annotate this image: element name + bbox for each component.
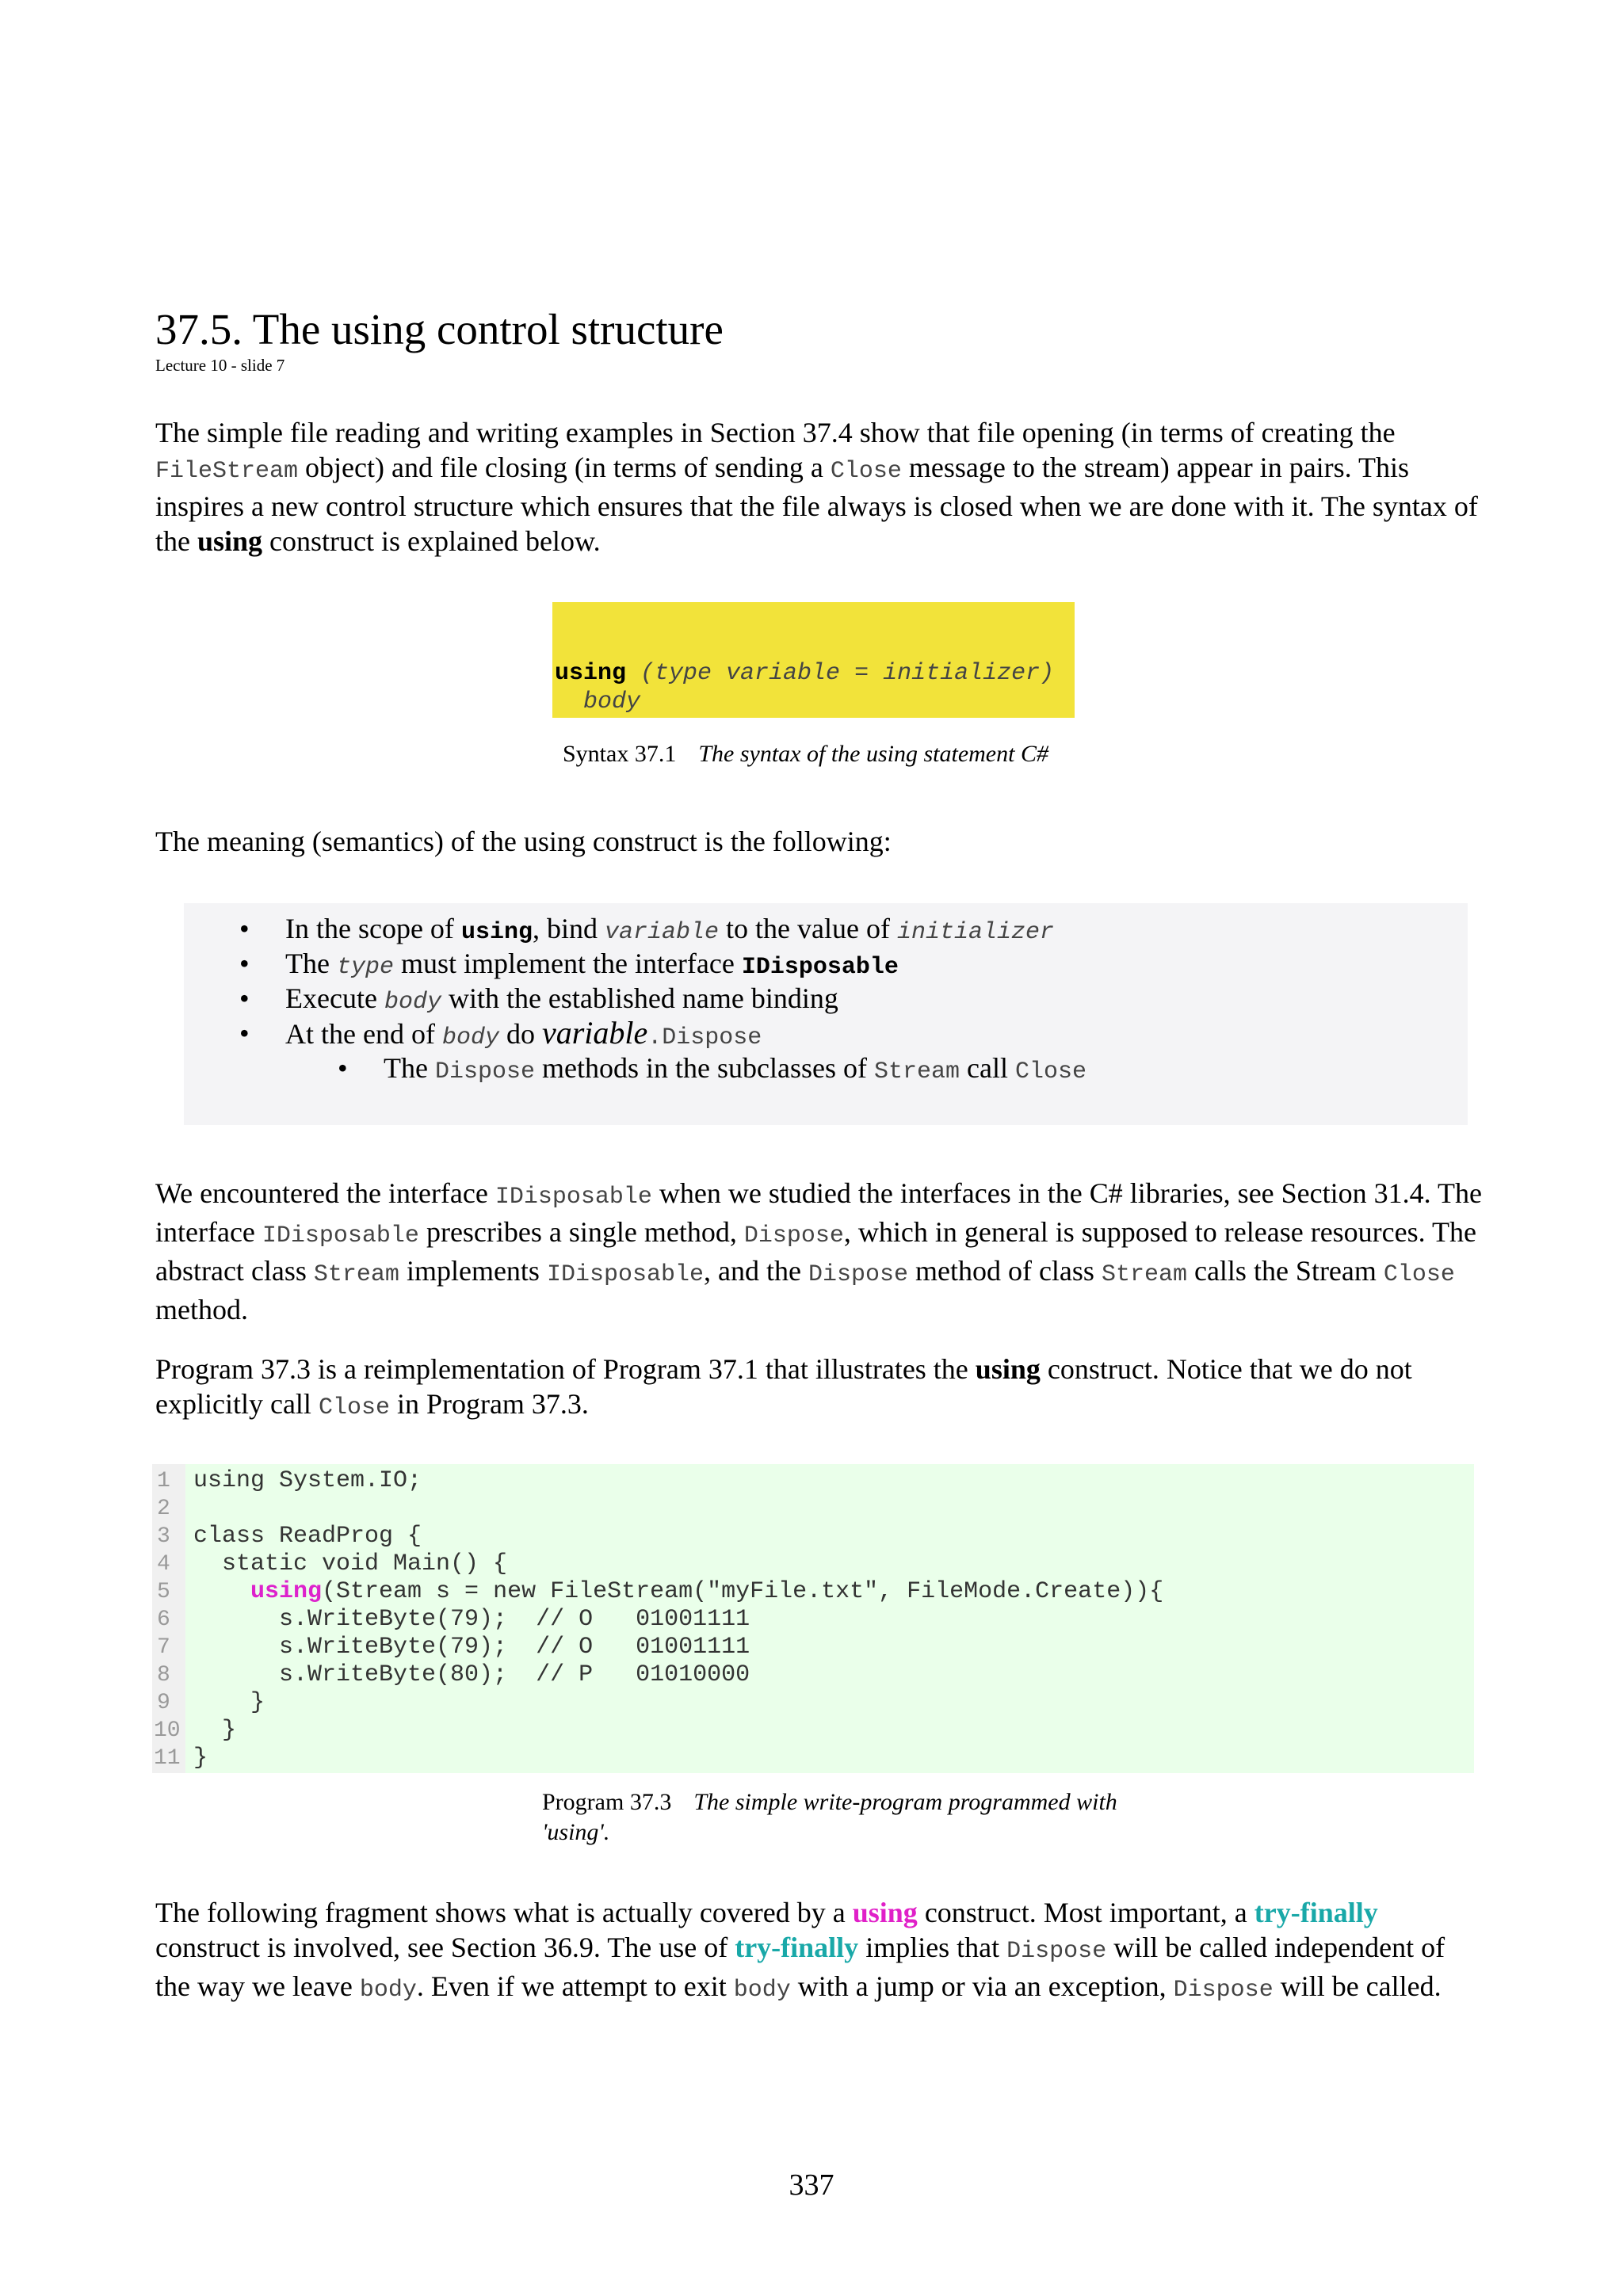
code-line: } [193, 1689, 265, 1716]
code-line: s.WriteByte(79); // O 01001111 [193, 1606, 750, 1633]
bullet-icon: • [239, 1017, 250, 1049]
line-number: 10 [154, 1718, 181, 1743]
inline-code: Close [830, 458, 902, 485]
line-number: 6 [157, 1608, 170, 1632]
bullet-icon: • [239, 982, 250, 1014]
syntax-line-1: using (type variable = initializer) [555, 660, 1055, 687]
bullet-item-type: • The type must implement the interface IDisposable [239, 948, 899, 981]
syntax-caption: Syntax 37.1 The syntax of the using statement C# [563, 741, 1048, 767]
code-line: s.WriteByte(80); // P 01010000 [193, 1661, 750, 1688]
intro-paragraph: The simple file reading and writing examples in Section 37.4 show that file opening (in terms of creating the FileStream object) and file closing (in terms of sending a Close message to the stream) appear in pairs. This inspires a new control structure which ensures that the file always is closed when we are done with it. The syntax of the using construct is explained below. [155, 417, 1478, 557]
code-line: } [193, 1717, 237, 1744]
code-line: class ReadProg { [193, 1523, 422, 1550]
line-number: 1 [157, 1469, 170, 1493]
highlight-try-finally: try-finally [1254, 1897, 1378, 1928]
line-number: 4 [157, 1552, 170, 1577]
bullet-item-dispose: • At the end of body do variable.Dispose [239, 1015, 762, 1051]
line-number: 5 [157, 1580, 170, 1604]
syntax-line-2: body [555, 688, 641, 715]
slide-reference: Lecture 10 - slide 7 [155, 356, 285, 375]
syntax-keyword: using [555, 660, 627, 687]
bullet-item-execute: • Execute body with the established name binding [239, 982, 838, 1016]
inline-code: FileStream [155, 458, 299, 485]
highlight-try-finally: try-finally [735, 1932, 859, 1963]
line-number: 9 [157, 1691, 170, 1715]
code-listing [152, 1464, 1474, 1773]
bullet-subitem-close: • The Dispose methods in the subclasses of Stream call Close [338, 1052, 1086, 1085]
code-line: static void Main() { [193, 1550, 508, 1577]
line-number: 7 [157, 1635, 170, 1660]
line-number: 8 [157, 1663, 170, 1688]
code-line: } [193, 1745, 208, 1772]
line-number: 3 [157, 1524, 170, 1549]
semantics-intro: The meaning (semantics) of the using construct is the following: [155, 826, 892, 857]
try-finally-paragraph: The following fragment shows what is actually covered by a using construct. Most important, a try-finally construct is involved, see Section 36.9. The use of try-finally implies that Dispose will be called independent of the way we leave body. Even if we attempt to exit body with a jump or via an exception, Dispose will be called. [155, 1897, 1445, 2004]
section-heading: 37.5. The using control structure [155, 305, 724, 353]
bullet-icon: • [338, 1052, 348, 1084]
code-keyword-using: using [250, 1578, 323, 1605]
bullet-item-scope: • In the scope of using, bind variable to the value of initializer [239, 913, 1054, 946]
highlight-using: using [852, 1897, 918, 1928]
code-line: using(Stream s = new FileStream("myFile.txt", FileMode.Create)){ [250, 1578, 1164, 1605]
bullet-icon: • [239, 948, 250, 979]
line-number: 11 [154, 1746, 181, 1771]
bold-term: using [197, 525, 263, 557]
line-number: 2 [157, 1497, 170, 1521]
idisposable-paragraph: We encountered the interface IDisposable when we studied the interfaces in the C# libraries, see Section 31.4. The interface IDisposable prescribes a single method, Dispose, which in general is supposed to release resources. The abstract class Stream implements IDisposable, and the Dispose method of class Stream calls the Stream Close method. [155, 1177, 1482, 1325]
program-intro-paragraph: Program 37.3 is a reimplementation of Program 37.1 that illustrates the using construct. Notice that we do not explicitly call Close in Program 37.3. [155, 1353, 1412, 1421]
code-line: using System.IO; [193, 1467, 422, 1494]
code-line: s.WriteByte(79); // O 01001111 [193, 1634, 750, 1661]
bullet-icon: • [239, 913, 250, 944]
program-caption: Program 37.3 The simple write-program programmed with 'using'. [542, 1789, 1117, 1845]
page-number: 337 [789, 2168, 834, 2202]
